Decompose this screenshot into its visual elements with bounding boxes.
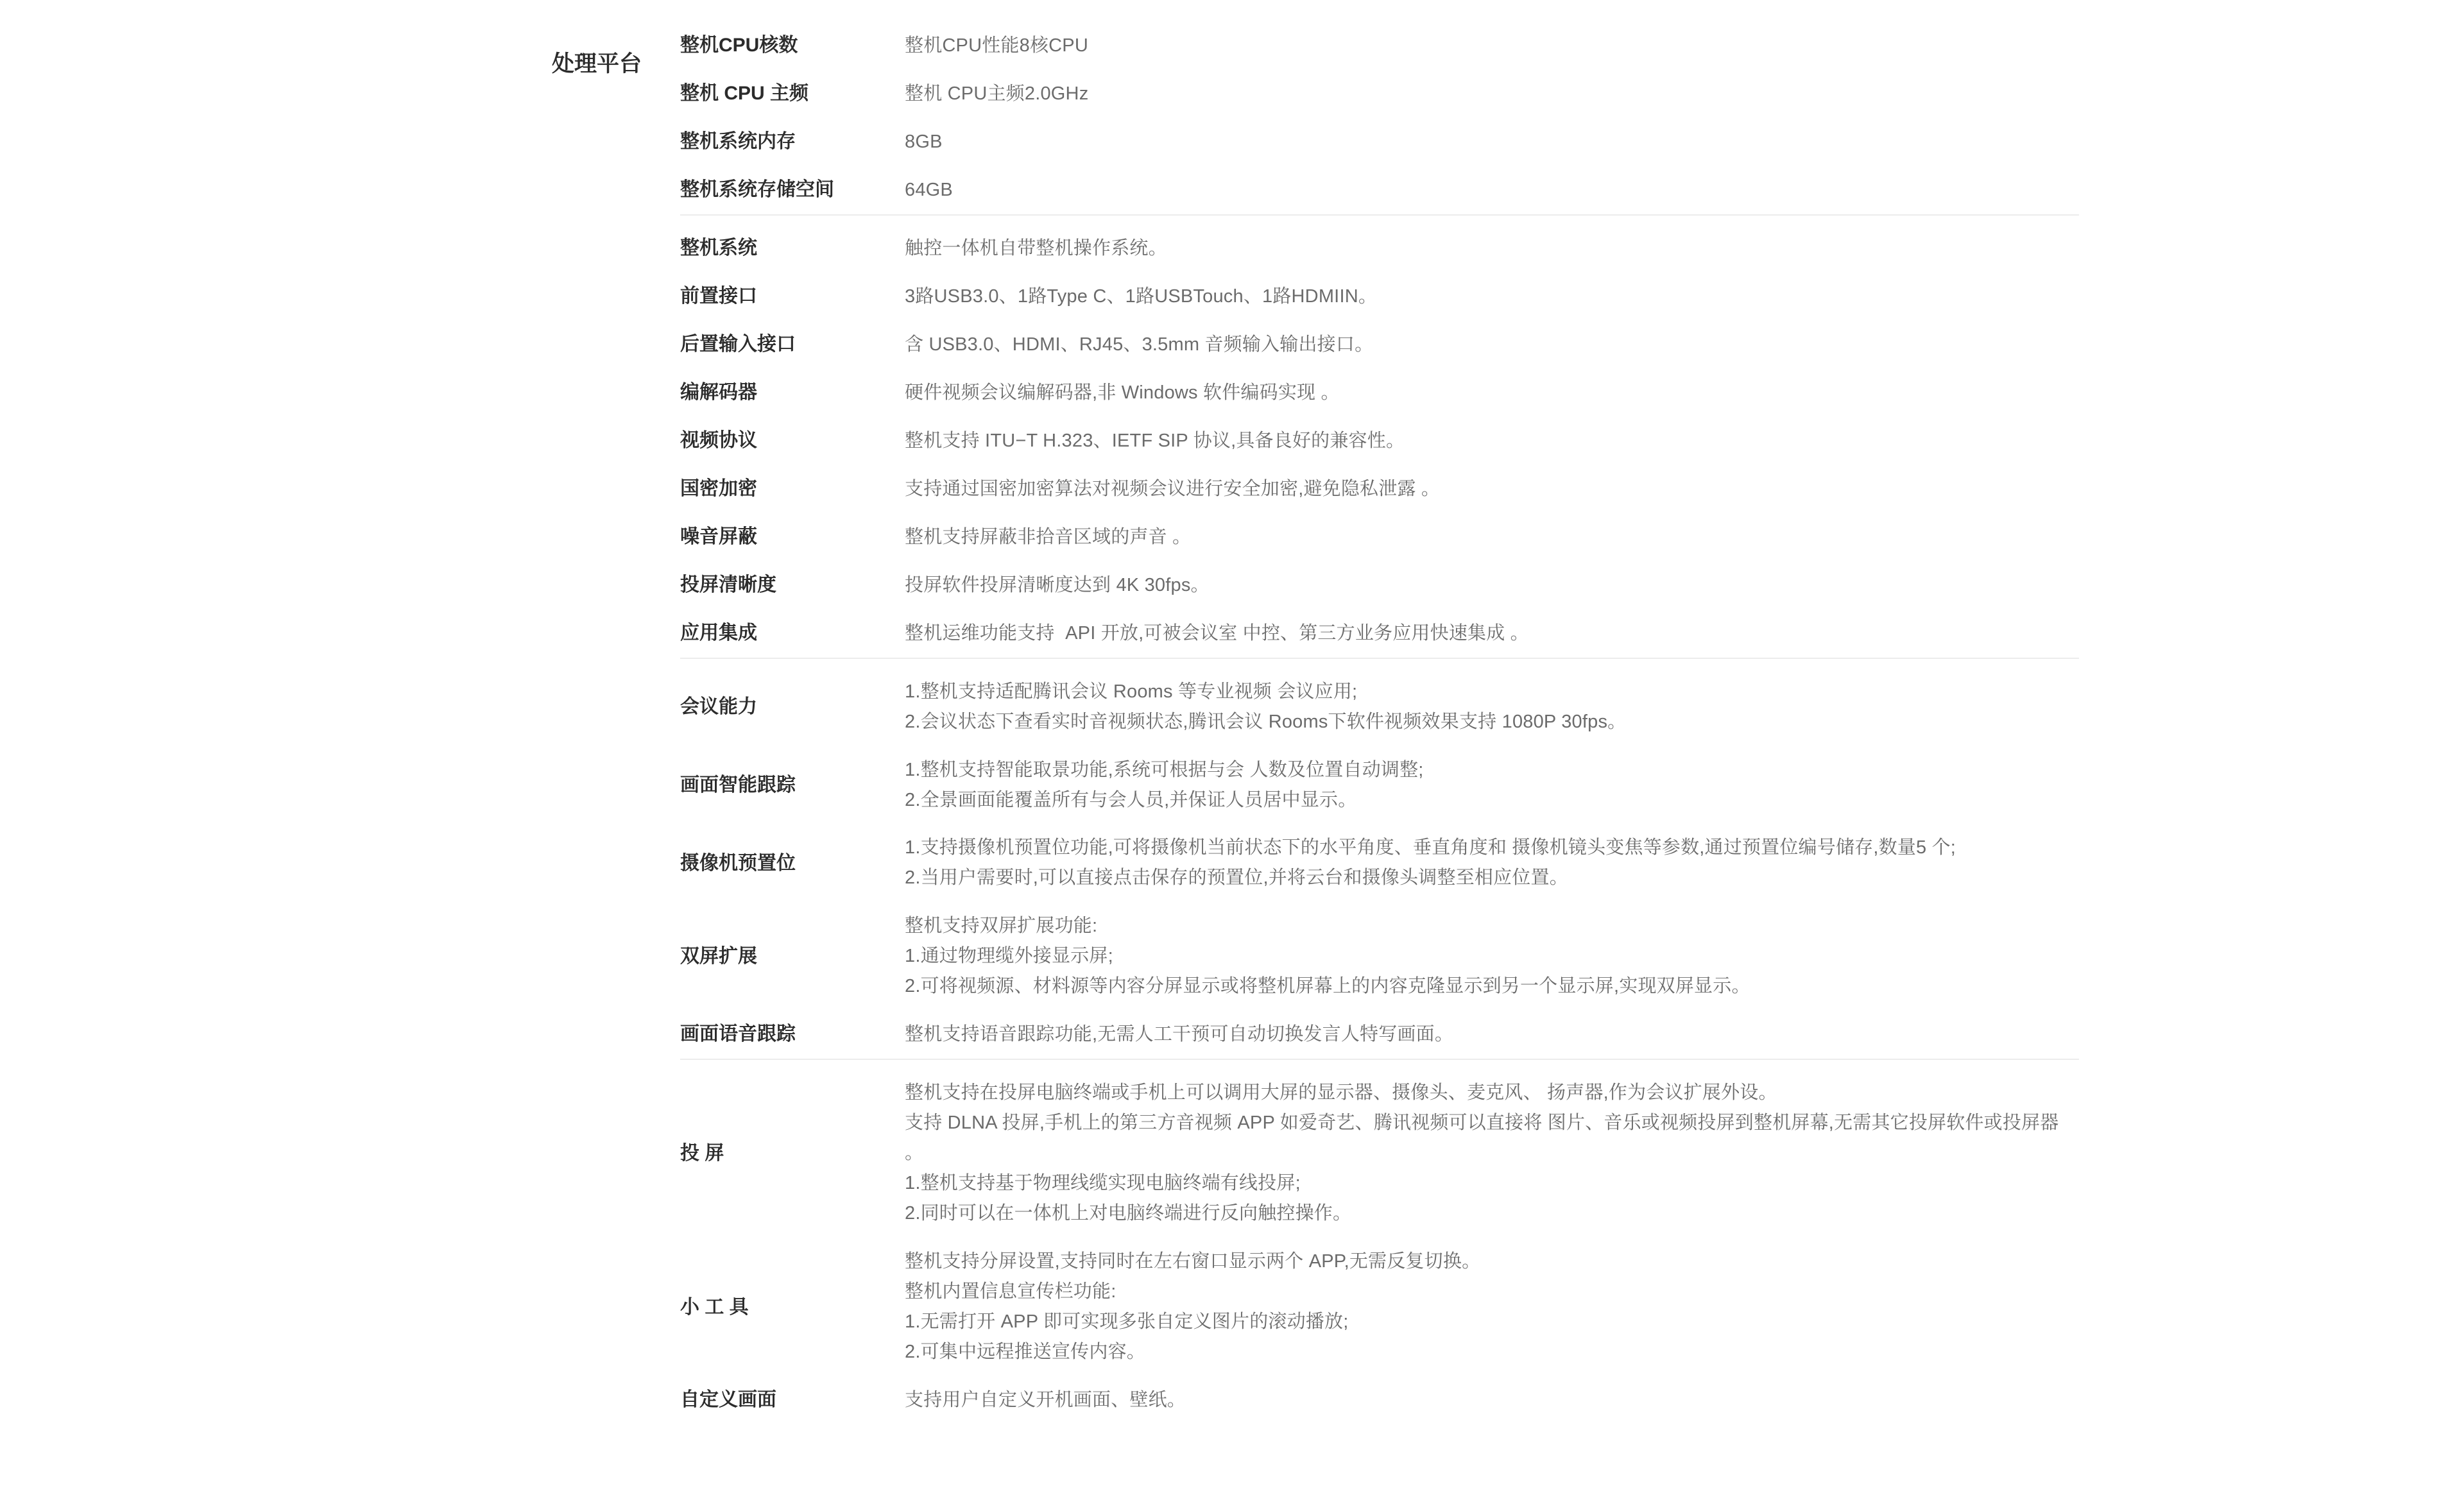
spec-row: [680, 1238, 2079, 1376]
spec-group: [680, 1069, 2079, 1424]
spec-row-value: [905, 282, 2079, 312]
spec-row-value: [905, 1020, 2079, 1050]
spec-row-value-line: 1.整机支持智能取景功能,系统可根据与会 人数及位置自动调整;: [905, 759, 1424, 780]
spec-row-value-line: 整机支持 ITU−T H.323、IETF SIP 协议,具备良好的兼容性。: [905, 430, 1405, 451]
spec-row: [680, 513, 2079, 561]
spec-row-value-line: 1.支持摄像机预置位功能,可将摄像机当前状态下的水平角度、垂直角度和 摄像机镜头变焦等参数,通过预置位编号储存,数量5 个;: [905, 837, 1956, 858]
spec-row-label: 国密加密: [680, 477, 757, 499]
spec-row-label: 自定义画面: [680, 1389, 776, 1410]
section-title: 处理平台: [551, 51, 642, 76]
spec-row: [680, 610, 2079, 658]
spec-row-value-line: 整机运维功能支持 API 开放,可被会议室 中控、第三方业务应用快速集成 。: [905, 622, 1529, 644]
spec-row-label: 画面智能跟踪: [680, 774, 796, 796]
spec-table: [680, 22, 2464, 1424]
spec-row: [680, 465, 2079, 513]
spec-row-label: 编解码器: [680, 381, 757, 403]
spec-row-value: [905, 31, 2079, 61]
spec-row-label: 摄像机预置位: [680, 852, 796, 874]
spec-row-label: 小 工 具: [680, 1296, 749, 1318]
spec-row-label: 整机系统内存: [680, 130, 796, 152]
group-spacer: [680, 1060, 2079, 1069]
spec-row-label: 会议能力: [680, 696, 757, 718]
spec-row-value-line: 整机支持双屏扩展功能:: [905, 916, 1098, 937]
spec-row-value-line: 整机支持屏蔽非拾音区域的声音 。: [905, 526, 1192, 547]
spec-row-value-line: 含 USB3.0、HDMI、RJ45、3.5mm 音频输入输出接口。: [905, 334, 1374, 355]
spec-row-value: [905, 378, 2079, 408]
spec-row-value: [905, 911, 2079, 1002]
spec-row-value-line: 支持通过国密加密算法对视频会议进行安全加密,避免隐私泄露 。: [905, 478, 1441, 499]
spec-row-value: [905, 330, 2079, 360]
spec-row-value-line: 整机支持在投屏电脑终端或手机上可以调用大屏的显示器、摄像头、麦克风、 扬声器,作为会议扩展外设。: [905, 1082, 1777, 1104]
spec-row-value: [905, 426, 2079, 456]
spec-row: [680, 824, 2079, 902]
spec-row-label: 画面语音跟踪: [680, 1023, 796, 1045]
spec-row: [680, 1376, 2079, 1424]
spec-row: [680, 1069, 2079, 1238]
spec-row-label: 投 屏: [680, 1143, 724, 1165]
spec-row-value-line: 3路USB3.0、1路Type C、1路USBTouch、1路HDMIIN。: [905, 286, 1378, 307]
spec-row-label: 双屏扩展: [680, 946, 757, 968]
spec-row-value: [905, 234, 2079, 264]
spec-row-value-line: 2.可集中远程推送宣传内容。: [905, 1342, 1145, 1363]
spec-row: [680, 225, 2079, 273]
spec-row-value-line: 2.可将视频源、材料源等内容分屏显示或将整机屏幕上的内容克隆显示到另一个显示屏,实现双屏显示。: [905, 976, 1750, 997]
spec-row-value-line: 2.全景画面能覆盖所有与会人员,并保证人员居中显示。: [905, 789, 1357, 810]
spec-row-label: 视频协议: [680, 429, 757, 451]
spec-row-label: 整机系统存储空间: [680, 178, 834, 200]
spec-group: [680, 225, 2079, 659]
group-spacer: [680, 216, 2079, 225]
spec-row-value: [905, 474, 2079, 504]
spec-row-value-line: 整机 CPU主频2.0GHz: [905, 83, 1089, 104]
spec-row-value-line: 触控一体机自带整机操作系统。: [905, 237, 1167, 259]
spec-row: [680, 118, 2079, 166]
spec-row-value: [905, 755, 2079, 815]
spec-row: [680, 417, 2079, 465]
spec-row-value-line: 整机支持语音跟踪功能,无需人工干预可自动切换发言人特写画面。: [905, 1024, 1454, 1045]
spec-row-value: [905, 619, 2079, 649]
spec-row-label: 应用集成: [680, 622, 757, 644]
spec-row: [680, 746, 2079, 824]
spec-row-value-line: 2.会议状态下查看实时音视频状态,腾讯会议 Rooms下软件视频效果支持 1080P 30fps。: [905, 711, 1627, 732]
spec-row-value-line: 2.同时可以在一体机上对电脑终端进行反向触控操作。: [905, 1203, 1352, 1224]
spec-row: [680, 369, 2079, 417]
spec-row-value: [905, 833, 2079, 893]
spec-row-value-line: 1.整机支持基于物理线缆实现电脑终端有线投屏;: [905, 1173, 1301, 1194]
group-spacer: [680, 659, 2079, 668]
spec-row-value-line: 整机CPU性能8核CPU: [905, 35, 1088, 56]
spec-row: [680, 166, 2079, 214]
spec-row-value: [905, 127, 2079, 157]
spec-row-label: 整机CPU核数: [680, 35, 798, 56]
spec-row-label: 噪音屏蔽: [680, 525, 757, 547]
spec-row-value-line: 支持 DLNA 投屏,手机上的第三方音视频 APP 如爱奇艺、腾讯视频可以直接将 图片、音乐或视频投屏到整机屏幕,无需其它投屏软件或投屏器 。: [905, 1113, 2064, 1164]
spec-row-label: 前置接口: [680, 285, 757, 307]
spec-row-value-line: 1.无需打开 APP 即可实现多张自定义图片的滚动播放;: [905, 1311, 1349, 1333]
spec-row-value: [905, 522, 2079, 552]
spec-row-value: [905, 677, 2079, 737]
spec-row-value: [905, 1078, 2079, 1229]
spec-row-label: 投屏清晰度: [680, 574, 776, 595]
spec-row-value: [905, 79, 2079, 109]
spec-row-value-line: 1.整机支持适配腾讯会议 Rooms 等专业视频 会议应用;: [905, 681, 1358, 702]
spec-row-value: [905, 570, 2079, 601]
spec-row-value-line: 整机内置信息宣传栏功能:: [905, 1281, 1116, 1302]
spec-row: [680, 70, 2079, 118]
spec-row-value-line: 投屏软件投屏清晰度达到 4K 30fps。: [905, 574, 1210, 595]
spec-row-value-line: 8GB: [905, 131, 943, 152]
spec-row-label: 后置输入接口: [680, 333, 796, 355]
spec-row-value: [905, 1385, 2079, 1415]
spec-row-label: 整机系统: [680, 237, 757, 259]
spec-row-value-line: 支持用户自定义开机画面、壁纸。: [905, 1390, 1186, 1410]
spec-row: [680, 561, 2079, 610]
spec-row-value-line: 2.当用户需要时,可以直接点击保存的预置位,并将云台和摄像头调整至相应位置。: [905, 867, 1568, 889]
spec-row: [680, 902, 2079, 1011]
spec-row-value-line: 64GB: [905, 179, 953, 200]
spec-section: [0, 22, 2464, 1424]
spec-row: [680, 321, 2079, 369]
spec-row-value: [905, 1247, 2079, 1367]
spec-row-value-line: 硬件视频会议编解码器,非 Windows 软件编码实现 。: [905, 382, 1340, 403]
spec-row-label: 整机 CPU 主频: [680, 82, 809, 104]
spec-row: [680, 1011, 2079, 1059]
spec-row: [680, 22, 2079, 70]
spec-group: [680, 668, 2079, 1061]
spec-row: [680, 668, 2079, 746]
spec-row-value-line: 整机支持分屏设置,支持同时在左右窗口显示两个 APP,无需反复切换。: [905, 1251, 1481, 1272]
spec-group: [680, 22, 2079, 216]
spec-row-value-line: 1.通过物理缆外接显示屏;: [905, 946, 1113, 967]
spec-row: [680, 273, 2079, 321]
spec-row-value: [905, 175, 2079, 205]
